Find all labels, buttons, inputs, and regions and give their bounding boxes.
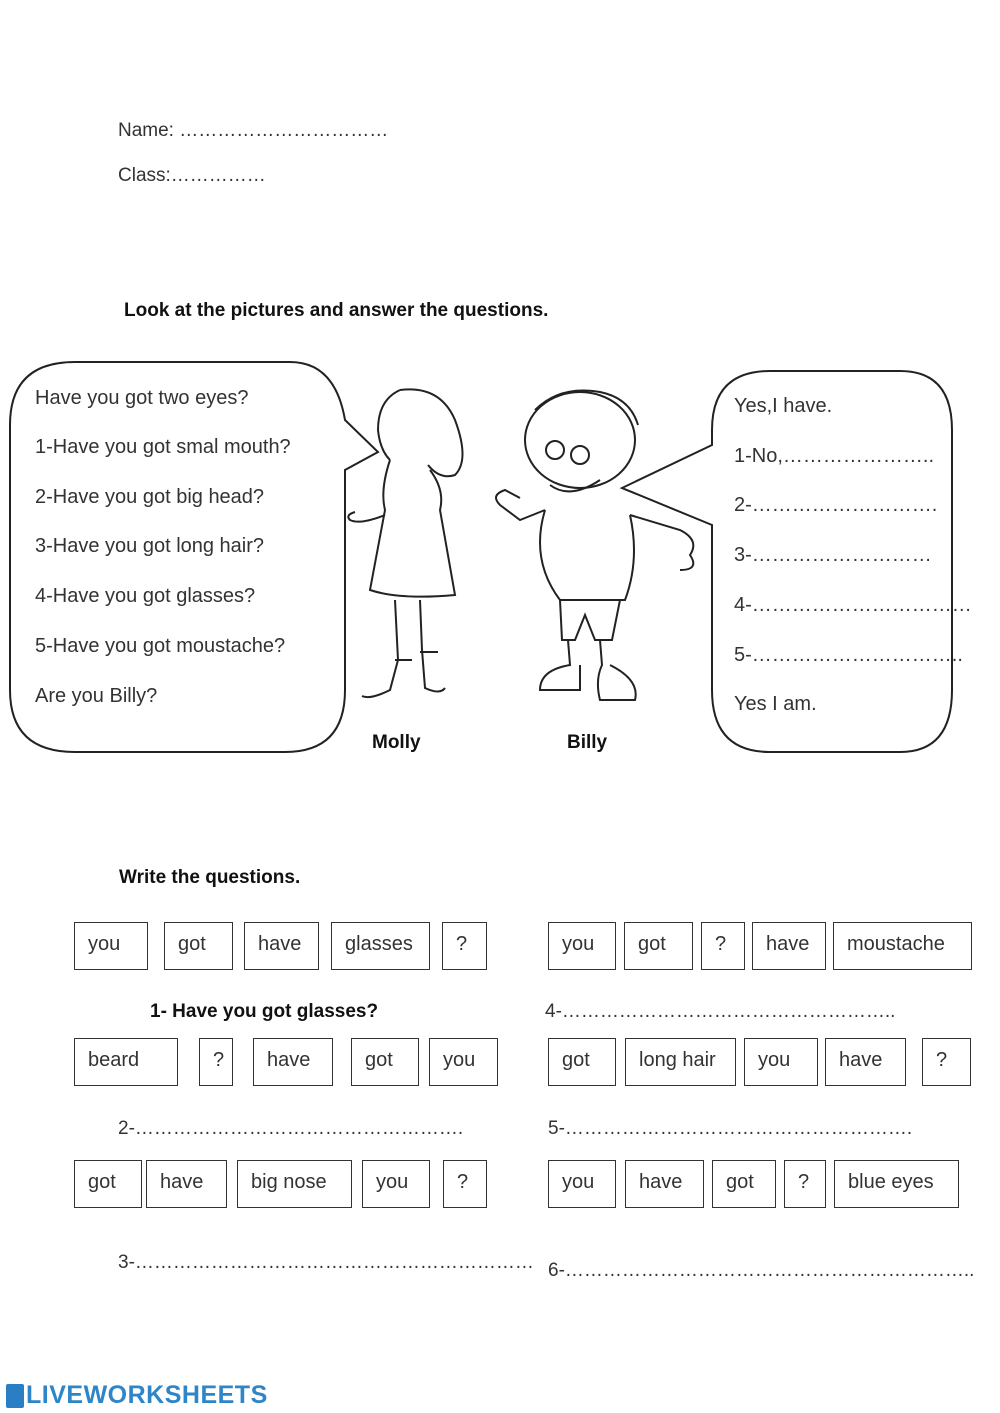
section1-instruction: Look at the pictures and answer the questions. (124, 300, 549, 321)
class-field-label: Class:…………… (118, 165, 266, 186)
word-box: ? (784, 1160, 826, 1208)
word-box: got (351, 1038, 419, 1086)
word-box: long hair (625, 1038, 736, 1086)
boy-drawing (496, 390, 693, 700)
word-box: moustache (833, 922, 972, 970)
word-box: got (74, 1160, 142, 1208)
word-box: you (548, 922, 616, 970)
bubble-answer-4[interactable]: 4-…………………………… (734, 594, 972, 616)
word-box: ? (442, 922, 487, 970)
word-box: you (548, 1160, 616, 1208)
word-box: blue eyes (834, 1160, 959, 1208)
boy-name-label: Billy (567, 732, 608, 753)
word-box: have (146, 1160, 227, 1208)
word-box: have (752, 922, 826, 970)
word-box: beard (74, 1038, 178, 1086)
word-box: have (625, 1160, 704, 1208)
answer-line-1: 1- Have you got glasses? (150, 1001, 379, 1022)
answer-line-5[interactable]: 5-………………………………………………. (548, 1118, 913, 1139)
brand-logo (6, 1381, 268, 1410)
bubble-answer-0: Yes,I have. (734, 395, 833, 417)
bubble-answer-3[interactable]: 3-……………………… (734, 544, 932, 566)
girl-drawing (348, 389, 462, 697)
answer-line-6[interactable]: 6-……………………………………………………….. (548, 1260, 975, 1281)
bubble-answer-1[interactable]: 1-No,………………….. (734, 445, 935, 467)
bubble-question-4: 4-Have you got glasses? (35, 585, 256, 607)
section2-instruction: Write the questions. (119, 867, 301, 888)
answer-line-2[interactable]: 2-……………………………………………. (118, 1118, 464, 1139)
word-box: ? (701, 922, 745, 970)
word-box: you (362, 1160, 430, 1208)
word-box: big nose (237, 1160, 352, 1208)
word-box: ? (922, 1038, 971, 1086)
bubble-question-2: 2-Have you got big head? (35, 486, 265, 508)
girl-name-label: Molly (372, 732, 421, 753)
answer-line-3[interactable]: 3-……………………………………………………… (118, 1252, 534, 1273)
bubble-question-5: 5-Have you got moustache? (35, 635, 286, 657)
word-box: got (712, 1160, 776, 1208)
word-box: you (429, 1038, 498, 1086)
brand-mark-icon (6, 1384, 24, 1408)
bubble-answer-5[interactable]: 5-………………………….. (734, 644, 963, 666)
word-box: have (825, 1038, 906, 1086)
word-box: got (548, 1038, 616, 1086)
word-box: ? (199, 1038, 233, 1086)
word-box: have (253, 1038, 333, 1086)
word-box: got (164, 922, 233, 970)
name-field-label: Name: …………………………… (118, 120, 389, 141)
word-box: got (624, 922, 693, 970)
bubble-question-3: 3-Have you got long hair? (35, 535, 265, 557)
word-box: you (744, 1038, 818, 1086)
brand-text: LIVEWORKSHEETS (26, 1381, 268, 1409)
word-box: you (74, 922, 148, 970)
bubble-answer-2[interactable]: 2-………………………. (734, 494, 938, 516)
word-box: have (244, 922, 319, 970)
word-box: ? (443, 1160, 487, 1208)
bubble-answer-6: Yes I am. (734, 693, 817, 715)
answer-line-4[interactable]: 4-…………………………………………….. (545, 1001, 896, 1022)
bubble-question-0: Have you got two eyes? (35, 387, 249, 409)
bubble-question-1: 1-Have you got smal mouth? (35, 436, 291, 458)
bubble-question-6: Are you Billy? (35, 685, 158, 707)
word-box: glasses (331, 922, 430, 970)
